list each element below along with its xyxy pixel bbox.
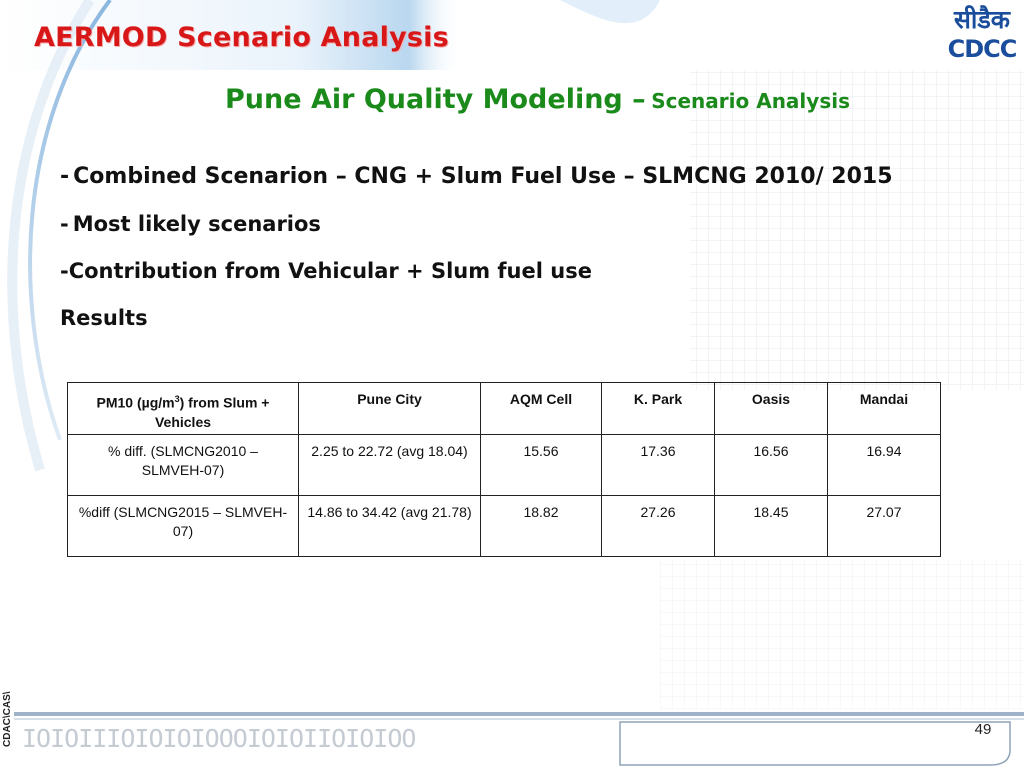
bullet-list bbox=[60, 158, 893, 346]
logo-latin-text: CDCC bbox=[947, 35, 1017, 63]
bullet-item: - Most likely scenarios bbox=[60, 212, 321, 236]
page-number: 49 bbox=[974, 721, 992, 738]
table-header-row bbox=[68, 383, 941, 435]
table-cell: 27.07 bbox=[828, 496, 941, 557]
bullet-item: -Contribution from Vehicular + Slum fuel use bbox=[60, 259, 592, 283]
table-header-cell: K. Park bbox=[602, 383, 715, 435]
heading-sub: Scenario Analysis bbox=[651, 89, 850, 113]
binary-decoration: IOIOIIIOIOIOIOOOIOIOIIOIOIOO bbox=[22, 724, 416, 753]
logo-hindi-text: सीडैक bbox=[954, 5, 1010, 34]
table-header-cell: AQM Cell bbox=[481, 383, 602, 435]
cdac-logo bbox=[944, 4, 1020, 66]
table-cell: % diff. (SLMCNG2010 – SLMVEH-07) bbox=[68, 435, 299, 496]
table-cell: 2.25 to 22.72 (avg 18.04) bbox=[299, 435, 481, 496]
table-row bbox=[68, 496, 941, 557]
table-cell: 15.56 bbox=[481, 435, 602, 496]
table-cell: %diff (SLMCNG2015 – SLMVEH-07) bbox=[68, 496, 299, 557]
table-header-cell: Mandai bbox=[828, 383, 941, 435]
table-cell: 18.45 bbox=[715, 496, 828, 557]
table-header-cell: PM10 $(\mu g/m^3)$ from Slum + Vehicles bbox=[68, 383, 299, 435]
slide-heading bbox=[0, 84, 1024, 115]
side-label: CDAC\CAS\ bbox=[2, 691, 13, 747]
table-header-cell: Pune City bbox=[299, 383, 481, 435]
slide-title: AERMOD Scenario Analysis bbox=[34, 22, 449, 53]
table-cell: 17.36 bbox=[602, 435, 715, 496]
results-table bbox=[67, 382, 941, 557]
heading-main: Pune Air Quality Modeling – bbox=[225, 84, 646, 115]
table-header-cell: Oasis bbox=[715, 383, 828, 435]
table-cell: 16.94 bbox=[828, 435, 941, 496]
table-cell: 27.26 bbox=[602, 496, 715, 557]
table-cell: 16.56 bbox=[715, 435, 828, 496]
table-row bbox=[68, 435, 941, 496]
bullet-item: Results bbox=[60, 306, 148, 330]
table-cell: 14.86 to 34.42 (avg 21.78) bbox=[299, 496, 481, 557]
table-cell: 18.82 bbox=[481, 496, 602, 557]
bullet-item: - Combined Scenarion – CNG + Slum Fuel Use – SLMCNG 2010/ 2015 bbox=[60, 164, 893, 189]
